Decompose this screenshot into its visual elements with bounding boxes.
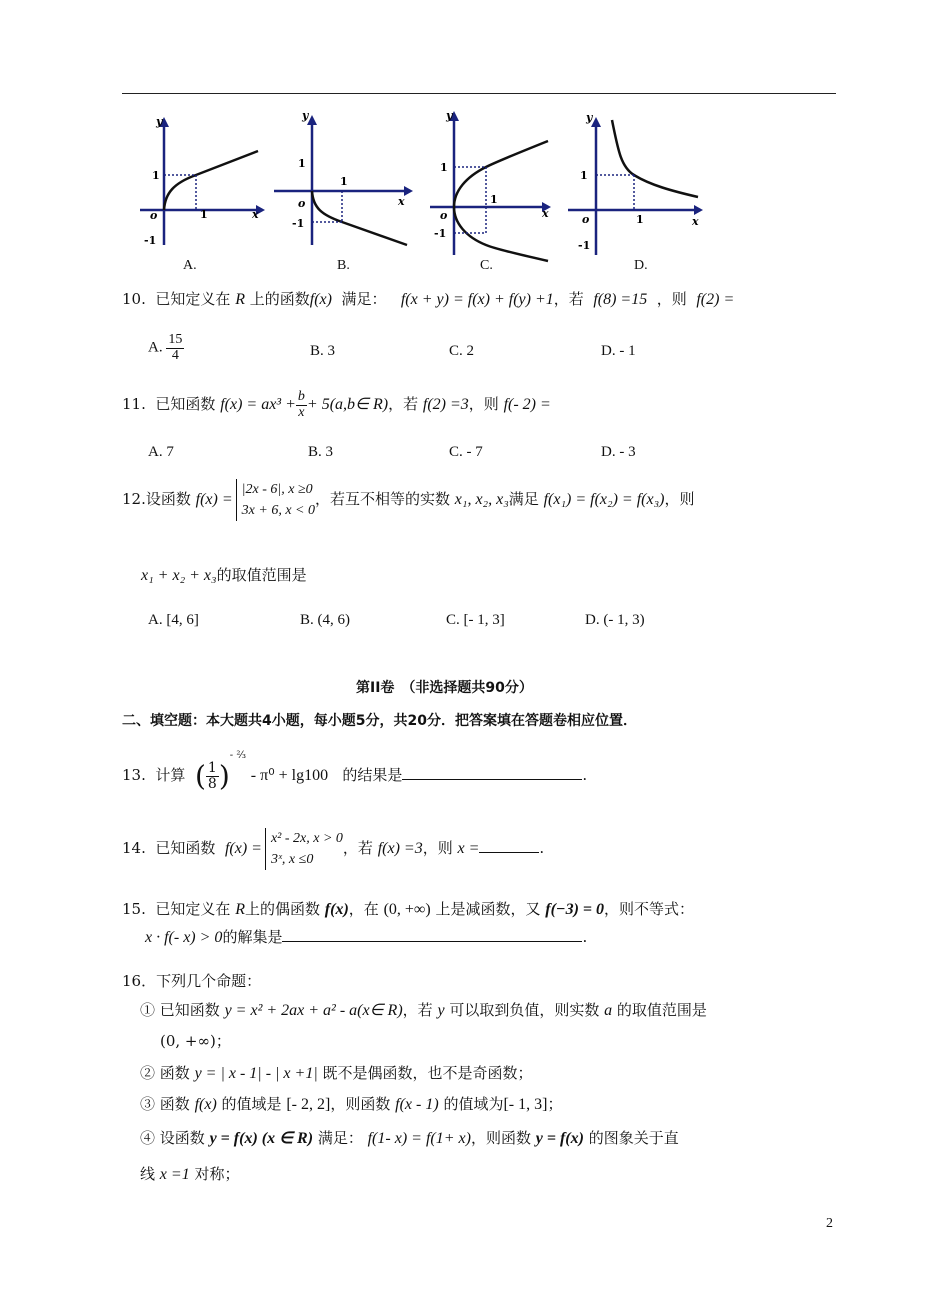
choice-b: B. 3 — [308, 444, 334, 460]
math-expression: x =1 — [159, 1166, 190, 1183]
tick-label: -1 — [578, 239, 591, 252]
question-text: ，若互不相等的实数 — [314, 490, 450, 508]
case-line: |2x - 6|, x ≥0 — [241, 482, 313, 497]
piecewise-cases — [265, 828, 343, 870]
tick-label: -1 — [434, 227, 447, 240]
math-condition: f(−3) = 0 — [545, 901, 605, 918]
question-text: ，若 — [553, 290, 584, 308]
graph-c — [428, 105, 563, 264]
math-interval: [- 2, 2] — [286, 1096, 331, 1113]
question-number: 12. — [122, 490, 146, 508]
proposition-text: 对称； — [194, 1165, 240, 1183]
graph-label-a: A. — [183, 258, 197, 273]
answer-blank[interactable] — [282, 927, 582, 942]
math-interval: (0, +∞) — [383, 901, 431, 918]
choice-c: C. [- 1, 3] — [446, 612, 505, 628]
answer-blank[interactable] — [479, 838, 539, 853]
x-axis-label: x — [692, 215, 699, 228]
math-sum: x₁ + x₂ + x₃ — [141, 567, 217, 584]
choice-a: A. [4, 6] — [148, 612, 199, 628]
proposition-text: 的取值范围是 — [616, 1001, 707, 1019]
question-15 — [122, 898, 694, 919]
fraction-numerator: 15 — [168, 332, 183, 347]
proposition-text: 既不是偶函数，也不是奇函数； — [322, 1064, 533, 1082]
math-ask: f(- 2) = — [503, 396, 551, 414]
proposition-1-cont: (0, +∞)； — [160, 1032, 231, 1050]
x-axis-label: x — [252, 208, 259, 221]
math-expression: f(x) — [324, 901, 349, 918]
math-symbol: y — [437, 1002, 445, 1019]
question-text: ，若 — [388, 395, 419, 414]
math-expression: y = | x - 1| - | x +1| — [194, 1065, 318, 1082]
fraction-denominator: 8 — [207, 775, 217, 792]
choice-a — [148, 333, 184, 363]
math-expression: f(x - 1) — [395, 1096, 439, 1113]
choice-b: B. 3 — [310, 343, 336, 359]
case-line: x² - 2x, x > 0 — [270, 831, 343, 846]
punctuation: . — [582, 766, 588, 784]
proposition-text: ④ 设函数 — [140, 1129, 205, 1147]
graph-d — [566, 105, 711, 259]
graph-label-b: B. — [337, 258, 350, 273]
question-11 — [122, 390, 551, 420]
choice-label: A. — [148, 339, 163, 356]
math-expression: y = x² + 2ax + a² - a(x∈ R) — [224, 1002, 403, 1019]
proposition-text: ③ 函数 — [140, 1095, 190, 1113]
fraction — [166, 333, 184, 363]
question-text: 上的偶函数 — [244, 900, 320, 918]
case-line: 3ˣ, x ≤0 — [270, 852, 314, 867]
question-text: ，则不等式： — [604, 900, 695, 918]
proposition-text: 的值域是 — [221, 1095, 282, 1113]
y-axis-label: y — [586, 111, 593, 124]
fraction-denominator: x — [298, 404, 305, 420]
math-condition: f(8) =15 — [593, 291, 648, 308]
math-equation: f(x₁) = f(x₂) = f(x₃) — [543, 491, 665, 508]
math-symbol: R — [235, 901, 245, 918]
exponent: - ²⁄₃ — [229, 750, 247, 761]
choice-d: D. - 1 — [601, 343, 636, 359]
math-expression: f(x) — [309, 291, 332, 308]
proposition-text: 的值域为 — [443, 1095, 504, 1113]
tick-label: 1 — [580, 169, 588, 182]
question-text: ，在 — [348, 900, 379, 918]
choice-d: D. (- 1, 3) — [585, 612, 645, 628]
fraction-numerator: 1 — [207, 759, 217, 776]
math-inequality: x · f(- x) > 0 — [145, 929, 223, 946]
math-equation: f(1- x) = f(1+ x) — [367, 1130, 471, 1147]
question-number: 15. — [122, 900, 146, 918]
punctuation: . — [582, 928, 588, 946]
proposition-text: ① 已知函数 — [140, 1001, 220, 1019]
math-expression: y = f(x) — [535, 1130, 584, 1147]
math-condition: f(x) =3 — [377, 840, 423, 857]
proposition-1 — [140, 999, 707, 1020]
fraction-numerator: b — [297, 389, 305, 404]
y-axis-label: y — [302, 109, 309, 122]
tick-label: 1 — [340, 175, 348, 188]
piecewise-cases — [236, 479, 315, 521]
proposition-text: 满足： — [317, 1129, 363, 1147]
proposition-4-cont — [140, 1163, 240, 1184]
proposition-4 — [140, 1127, 679, 1148]
question-text: 满足 — [508, 490, 539, 508]
question-number: 14. — [122, 839, 146, 857]
proposition-text: ，则函数 — [330, 1095, 391, 1113]
question-10 — [122, 288, 734, 309]
fraction-denominator: 4 — [171, 347, 179, 363]
question-text: ，则 — [468, 395, 499, 414]
question-text: 已知定义在 — [155, 900, 231, 918]
choice-b: B. (4, 6) — [300, 612, 350, 628]
math-variables: x₁, x₂, x₃ — [454, 491, 509, 508]
choice-a: A. 7 — [148, 444, 174, 460]
tick-label: 1 — [440, 161, 448, 174]
question-15-cont — [145, 926, 587, 947]
question-text: 已知函数 — [155, 395, 216, 414]
question-text: ，则 — [656, 290, 687, 308]
origin-label: o — [582, 213, 590, 226]
math-interval: [- 1, 3] — [503, 1096, 548, 1113]
punctuation: . — [539, 839, 545, 857]
math-expression: - π⁰ + lg100 — [250, 767, 329, 784]
origin-label: o — [150, 209, 158, 222]
question-13: 13. 计算 ( $\frac{1}{8}$ )$^{- ^2⁄_3}$ - π⁰ + lg100 的结果是 . — [122, 750, 588, 793]
math-ask: x = — [457, 840, 480, 857]
y-axis-label: y — [156, 115, 163, 128]
x-axis-label: x — [542, 207, 549, 220]
tick-label: 1 — [490, 193, 498, 206]
math-expression: y = f(x) (x ∈ R) — [209, 1130, 314, 1147]
question-text: 的结果是 — [342, 766, 403, 784]
proposition-text: ； — [547, 1095, 563, 1113]
question-16-intro: 16．下列几个命题： — [122, 972, 262, 990]
fraction — [296, 390, 307, 420]
question-number: 10. — [122, 290, 146, 308]
fraction — [206, 761, 219, 791]
math-symbol: a — [604, 1002, 613, 1019]
tick-label: -1 — [144, 234, 157, 247]
question-14 — [122, 828, 544, 870]
question-text: ，若 — [342, 839, 373, 857]
page-number: 2 — [826, 1216, 833, 1231]
question-text: ，则 — [664, 490, 695, 508]
choice-c: C. - 7 — [449, 444, 483, 460]
tick-label: -1 — [292, 217, 305, 230]
math-equation: f(x + y) = f(x) + f(y) +1 — [400, 291, 554, 308]
math-condition: f(2) =3 — [422, 396, 469, 414]
proposition-2 — [140, 1062, 533, 1083]
header-rule — [122, 93, 836, 94]
question-12 — [122, 479, 694, 521]
tick-label: 1 — [636, 213, 644, 226]
question-text: 设函数 — [145, 490, 191, 508]
choice-c: C. 2 — [449, 343, 475, 359]
graph-label-d: D. — [634, 258, 648, 273]
question-text: 已知定义在 — [155, 290, 231, 308]
math-ask: f(2) = — [696, 291, 735, 308]
proposition-text: ② 函数 — [140, 1064, 190, 1082]
question-text: 满足： — [341, 290, 387, 308]
choice-d: D. - 3 — [601, 444, 636, 460]
tick-label: 1 — [298, 157, 306, 170]
question-text: 上的函数 — [249, 290, 310, 308]
question-text: ，则 — [422, 839, 453, 857]
math-expression: f(x) = — [195, 491, 233, 508]
question-text: 已知函数 — [155, 839, 216, 857]
tick-label: 1 — [152, 169, 160, 182]
math-expression: f(x) = ax³ + — [220, 396, 296, 414]
proposition-text: 线 — [140, 1165, 156, 1183]
proposition-text: 可以取到负值，则实数 — [449, 1001, 600, 1019]
math-expression: f(x) = — [224, 840, 262, 857]
origin-label: o — [298, 197, 306, 210]
question-text: 的取值范围是 — [216, 566, 307, 584]
question-text: 的解集是 — [222, 928, 283, 946]
proposition-text: 的图象关于直 — [588, 1129, 679, 1147]
math-symbol: R — [235, 291, 245, 308]
origin-label: o — [440, 209, 448, 222]
question-number: 11. — [122, 395, 146, 414]
question-12-cont — [141, 564, 307, 585]
case-line: 3x + 6, x < 0 — [241, 503, 315, 518]
proposition-text: ，则函数 — [470, 1129, 531, 1147]
x-axis-label: x — [398, 195, 405, 208]
question-text: 计算 — [155, 766, 186, 784]
section-title: 第II卷 （非选择题共90分） — [356, 680, 533, 696]
proposition-text: ，若 — [402, 1001, 433, 1019]
proposition-3 — [140, 1093, 562, 1114]
section-heading: 二、填空题：本大题共4小题，每小题5分，共20分．把答案填在答题卷相应位置． — [122, 713, 637, 729]
tick-label: 1 — [200, 208, 208, 221]
question-text: 上是减函数，又 — [435, 900, 541, 918]
answer-blank[interactable] — [402, 765, 582, 780]
math-expression: f(x) — [194, 1096, 217, 1113]
math-expression: + 5(a,b∈ R) — [306, 396, 389, 414]
question-number: 13. — [122, 766, 146, 784]
y-axis-label: y — [446, 109, 453, 122]
graph-label-c: C. — [480, 258, 493, 273]
graph-a — [138, 105, 268, 259]
graph-b — [272, 105, 417, 259]
